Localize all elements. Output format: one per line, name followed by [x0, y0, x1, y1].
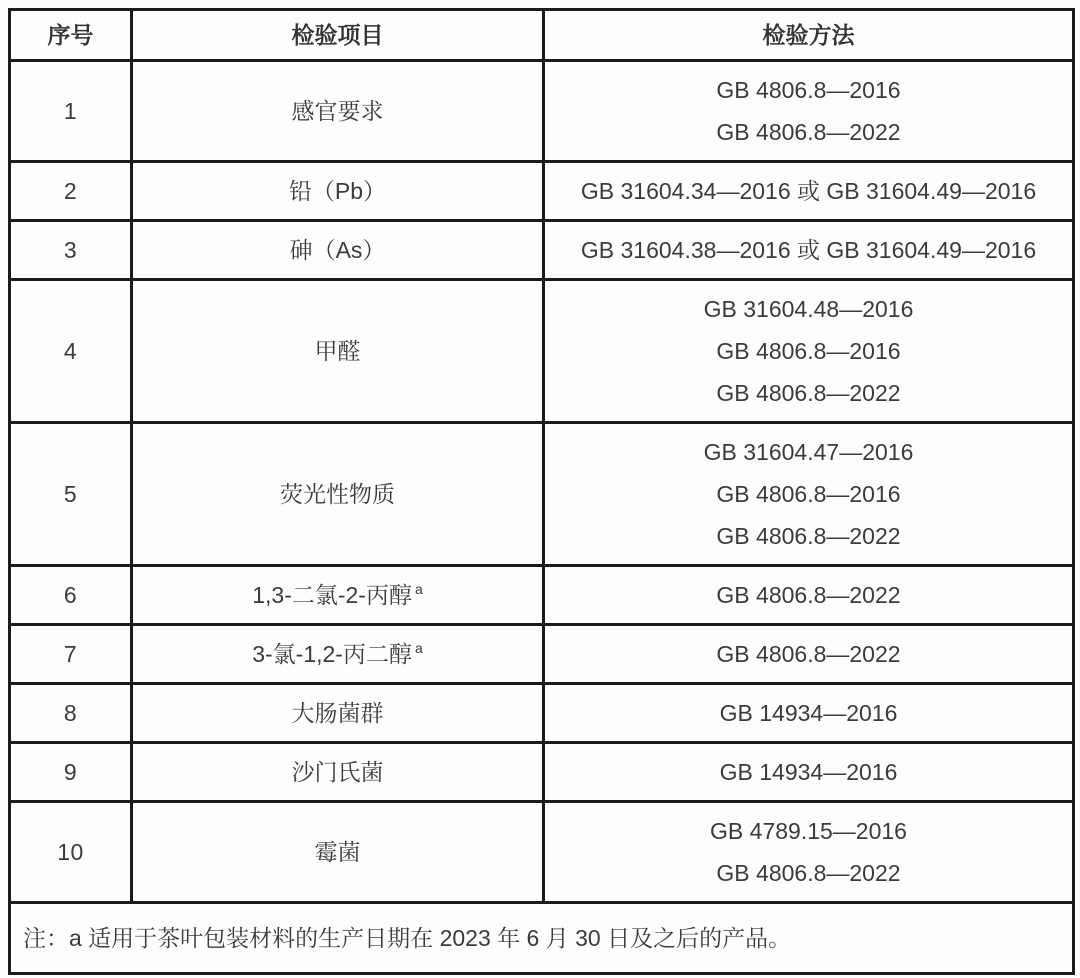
table-row [10, 423, 1074, 566]
method-standard-line: GB 4789.15—2016 [710, 818, 907, 844]
inspection-method-cell [544, 162, 1074, 221]
table-body [10, 61, 1074, 903]
method-standard-line: GB 4806.8—2022 [716, 582, 901, 608]
method-standard-line: GB 4806.8—2016 [716, 481, 901, 507]
table-row [10, 280, 1074, 423]
inspection-method-cell [544, 61, 1074, 162]
inspection-item-cell: 砷（As） [132, 221, 544, 280]
method-standard-line: GB 14934—2016 [719, 759, 898, 785]
inspection-item-cell: 荧光性物质 [132, 423, 544, 566]
row-number-cell: 10 [10, 802, 132, 903]
table-header-row [10, 10, 1074, 61]
inspection-method-cell [544, 625, 1074, 684]
inspection-item-cell: 1,3-二氯-2-丙醇 $^a$ [132, 566, 544, 625]
method-standard-line: GB 4806.8—2016 [716, 77, 901, 103]
row-number-cell: 8 [10, 684, 132, 743]
inspection-item-cell: 大肠菌群 [132, 684, 544, 743]
table-row [10, 684, 1074, 743]
row-number-cell: 6 [10, 566, 132, 625]
table-row [10, 61, 1074, 162]
inspection-item-cell: 沙门氏菌 [132, 743, 544, 802]
method-standard-line: GB 4806.8—2022 [716, 641, 901, 667]
inspection-item-cell: 3-氯-1,2-丙二醇 $^a$ [132, 625, 544, 684]
method-standard-line: GB 31604.48—2016 [703, 296, 914, 322]
method-standard-line: GB 14934—2016 [719, 700, 898, 726]
footnote-row [10, 903, 1074, 974]
inspection-item-cell: 霉菌 [132, 802, 544, 903]
method-standard-line: GB 4806.8—2022 [716, 380, 901, 406]
table-row [10, 802, 1074, 903]
inspection-method-cell [544, 423, 1074, 566]
footnote-marker: a [414, 581, 423, 598]
method-standard-line: GB 31604.34—2016 或 GB 31604.49—2016 [580, 178, 1037, 204]
footnote-text: 注：a 适用于茶叶包装材料的生产日期在 2023 年 6 月 30 日及之后的产品。 [10, 903, 1074, 974]
table-row [10, 162, 1074, 221]
table-row [10, 566, 1074, 625]
column-header-item: 检验项目 [132, 10, 544, 61]
row-number-cell: 5 [10, 423, 132, 566]
row-number-cell: 1 [10, 61, 132, 162]
row-number-cell: 7 [10, 625, 132, 684]
inspection-methods-table [8, 8, 1075, 975]
inspection-method-cell [544, 280, 1074, 423]
inspection-method-cell [544, 221, 1074, 280]
method-standard-line: GB 31604.38—2016 或 GB 31604.49—2016 [580, 237, 1037, 263]
method-standard-line: GB 4806.8—2016 [716, 338, 901, 364]
method-standard-line: GB 4806.8—2022 [716, 860, 901, 886]
method-standard-line: GB 31604.47—2016 [703, 439, 914, 465]
inspection-method-cell [544, 684, 1074, 743]
row-number-cell: 4 [10, 280, 132, 423]
method-standard-line: GB 4806.8—2022 [716, 523, 901, 549]
inspection-item-cell: 铅（Pb） [132, 162, 544, 221]
method-standard-line: GB 4806.8—2022 [716, 119, 901, 145]
inspection-item-cell: 甲醛 [132, 280, 544, 423]
inspection-item-cell: 感官要求 [132, 61, 544, 162]
inspection-method-cell [544, 743, 1074, 802]
column-header-number: 序号 [10, 10, 132, 61]
inspection-method-cell [544, 802, 1074, 903]
column-header-method: 检验方法 [544, 10, 1074, 61]
footnote-marker: a [414, 640, 423, 657]
row-number-cell: 9 [10, 743, 132, 802]
row-number-cell: 3 [10, 221, 132, 280]
table-row [10, 221, 1074, 280]
inspection-method-cell [544, 566, 1074, 625]
table-row [10, 625, 1074, 684]
table-row [10, 743, 1074, 802]
row-number-cell: 2 [10, 162, 132, 221]
